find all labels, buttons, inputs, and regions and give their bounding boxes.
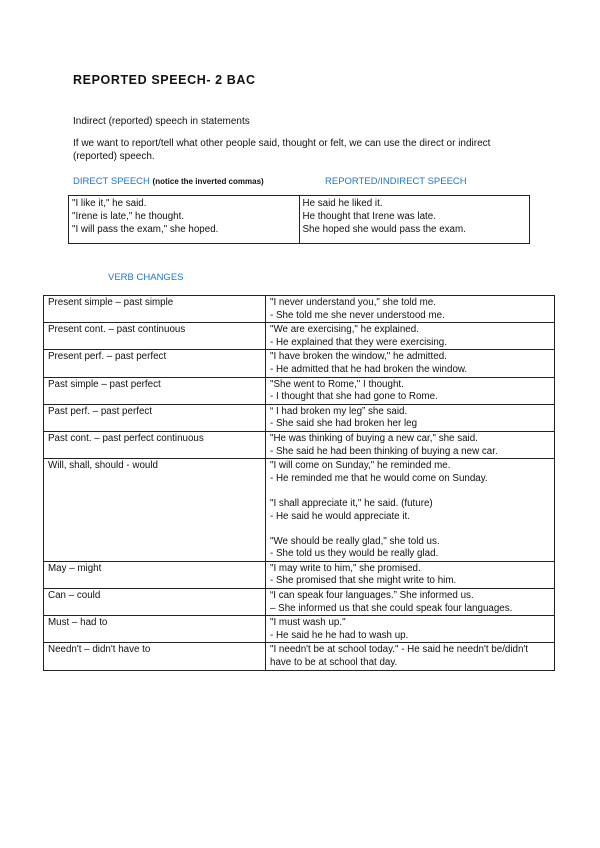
example-cell: "We are exercising," he explained. - He explained that they were exercising. xyxy=(266,323,555,350)
verb-changes-table xyxy=(43,295,555,671)
table-row xyxy=(69,196,530,244)
example-cell: “I can speak four languages.” She informed us. – She informed us that she could speak four languages. xyxy=(266,589,555,616)
table-row xyxy=(44,589,555,616)
example-cell: "I may write to him," she promised. - She promised that she might write to him. xyxy=(266,561,555,588)
table-row xyxy=(44,296,555,323)
tense-rule-cell: May – might xyxy=(44,561,266,588)
reported-speech-cell xyxy=(299,196,530,244)
speech-comparison-table xyxy=(68,195,530,244)
reported-example: She hoped she would pass the exam. xyxy=(302,224,466,235)
section-subtitle: Indirect (reported) speech in statements xyxy=(73,116,250,127)
table-row xyxy=(44,643,555,670)
tense-rule-cell: Past cont. – past perfect continuous xyxy=(44,431,266,458)
direct-speech-note: (notice the inverted commas) xyxy=(152,177,264,186)
direct-speech-heading xyxy=(73,176,264,187)
tense-rule-cell: Past simple – past perfect xyxy=(44,377,266,404)
reported-example: He thought that Irene was late. xyxy=(302,211,436,222)
tense-rule-cell: Must – had to xyxy=(44,616,266,643)
example-cell: "I must wash up." - He said he he had to wash up. xyxy=(266,616,555,643)
example-cell: "I never understand you," she told me. - She told me she never understood me. xyxy=(266,296,555,323)
tense-rule-cell: Present cont. – past continuous xyxy=(44,323,266,350)
example-cell: "I will come on Sunday," he reminded me. - He reminded me that he would come on Sunday. "I shall appreciate it," he said. (future) - He said he would appreciate it. "We should be really glad," she told us. - She told us they would be really glad. xyxy=(266,459,555,562)
tense-rule-cell: Present simple – past simple xyxy=(44,296,266,323)
tense-rule-cell: Will, shall, should - would xyxy=(44,459,266,562)
page-title: REPORTED SPEECH- 2 BAC xyxy=(73,73,256,87)
direct-example: "Irene is late," he thought. xyxy=(72,211,185,222)
table-row xyxy=(44,459,555,562)
reported-example: He said he liked it. xyxy=(302,198,383,209)
direct-speech-cell xyxy=(69,196,300,244)
direct-example: "I will pass the exam," she hoped. xyxy=(72,224,219,235)
table-row xyxy=(44,323,555,350)
table-row xyxy=(44,431,555,458)
tense-rule-cell: Needn't – didn't have to xyxy=(44,643,266,670)
tense-rule-cell: Present perf. – past perfect xyxy=(44,350,266,377)
example-cell: "He was thinking of buying a new car," she said. - She said he had been thinking of buying a new car. xyxy=(266,431,555,458)
table-row xyxy=(44,561,555,588)
direct-speech-label: DIRECT SPEECH xyxy=(73,176,150,187)
intro-paragraph: If we want to report/tell what other people said, thought or felt, we can use the direct or indirect (reported) speech. xyxy=(73,138,491,162)
table-row xyxy=(44,377,555,404)
example-cell: “ I had broken my leg” she said. - She said she had broken her leg xyxy=(266,404,555,431)
reported-speech-label: REPORTED/INDIRECT SPEECH xyxy=(325,176,467,187)
example-cell: "I needn't be at school today." - He said he needn't be/didn't have to be at school that day. xyxy=(266,643,555,670)
table-row xyxy=(44,404,555,431)
table-row xyxy=(44,350,555,377)
table-row xyxy=(44,616,555,643)
tense-rule-cell: Past perf. – past perfect xyxy=(44,404,266,431)
tense-rule-cell: Can – could xyxy=(44,589,266,616)
example-cell: "She went to Rome," I thought. - I thought that she had gone to Rome. xyxy=(266,377,555,404)
direct-example: "I like it," he said. xyxy=(72,198,147,209)
verb-changes-label: VERB CHANGES xyxy=(108,272,184,283)
example-cell: "I have broken the window," he admitted. - He admitted that he had broken the window. xyxy=(266,350,555,377)
